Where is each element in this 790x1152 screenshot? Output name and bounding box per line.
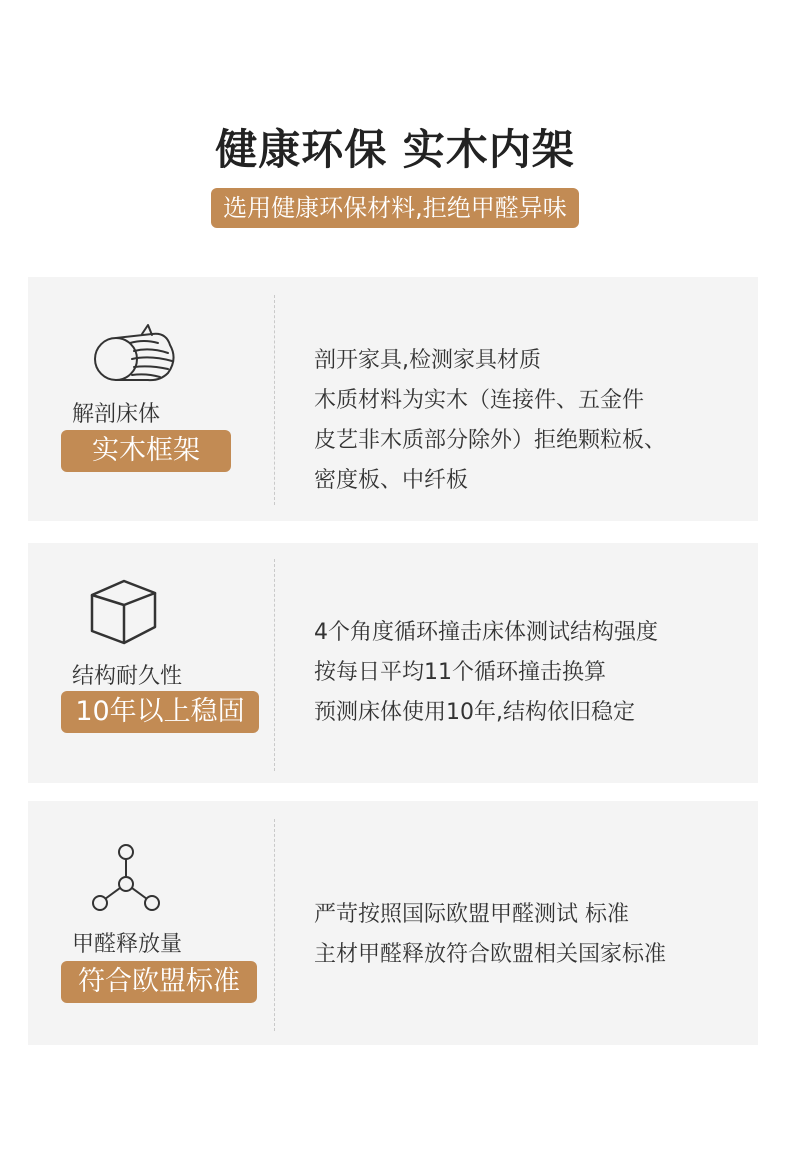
description-line: 严苛按照国际欧盟甲醛测试 标准 (314, 902, 629, 927)
feature-badge: 符合欧盟标准 (61, 961, 257, 1003)
feature-badge: 10年以上稳固 (61, 691, 259, 733)
molecule-icon (90, 843, 162, 915)
wood-log-icon (94, 321, 180, 387)
description-line: 4个角度循环撞击床体测试结构强度 (314, 620, 658, 645)
feature-card-formaldehyde (28, 801, 758, 1045)
feature-label: 解剖床体 (72, 402, 161, 427)
subtitle-text: 选用健康环保材料,拒绝甲醛异味 (211, 188, 579, 228)
feature-label: 结构耐久性 (72, 664, 183, 689)
cube-icon (88, 577, 158, 647)
dashed-divider (274, 559, 275, 771)
page-title: 健康环保 实木内架 (215, 125, 575, 174)
description-line: 木质材料为实木（连接件、五金件 (314, 388, 645, 413)
description-line: 预测床体使用10年,结构依旧稳定 (314, 700, 635, 725)
description-line: 按每日平均11个循环撞击换算 (314, 660, 606, 685)
description-line: 剖开家具,检测家具材质 (314, 348, 541, 373)
feature-description (314, 341, 666, 501)
feature-description (314, 613, 658, 733)
description-line: 皮艺非木质部分除外）拒绝颗粒板、 (314, 428, 667, 453)
description-line: 主材甲醛释放符合欧盟相关国家标准 (314, 942, 667, 967)
feature-description (314, 895, 666, 975)
dashed-divider (274, 819, 275, 1031)
dashed-divider (274, 295, 275, 505)
feature-card-durability (28, 543, 758, 783)
subtitle-banner (0, 188, 790, 228)
description-line: 密度板、中纤板 (314, 468, 469, 493)
feature-badge: 实木框架 (61, 430, 231, 472)
feature-card-solid-wood (28, 277, 758, 521)
feature-label: 甲醛释放量 (72, 932, 183, 957)
